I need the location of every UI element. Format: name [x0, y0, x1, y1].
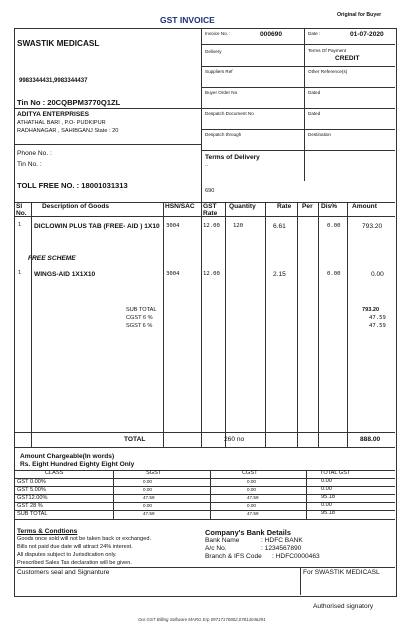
terms-line-3: All disputes subject to Jurisdication only.	[17, 552, 117, 558]
destination-label: Destination	[308, 132, 331, 137]
tax-row2-cgst: 0.00	[247, 487, 256, 492]
col-discount: Dis%	[321, 203, 338, 210]
total-qty: 260 no	[224, 436, 245, 443]
col-quantity: Quantity	[229, 203, 256, 210]
seller-tin: Tin No : 20CQBPM3770Q1ZL	[17, 98, 121, 107]
buyer-address-1: ATHATHAL BARI , P.O- PUDKIPUR	[17, 120, 106, 126]
reference-no: 690	[205, 188, 215, 194]
col-per: Per	[302, 203, 313, 210]
tax-row5-class: SUB TOTAL	[17, 511, 48, 517]
tax-row2-class: GST 5.00%	[17, 487, 46, 493]
tax-row5-total: 95.18	[321, 510, 335, 516]
bank-name-label: Bank Name	[205, 537, 240, 544]
row2-rate: 2.15	[273, 271, 286, 278]
invoice-title: GST INVOICE	[160, 15, 215, 25]
subtotal-label: SUB TOTAL	[126, 307, 157, 313]
tax-row3-sgst: 47.59	[143, 495, 155, 500]
tax-row3-total: 95.18	[321, 494, 335, 500]
tax-col-cgst: CGST	[242, 470, 258, 476]
row2-amount: 0.00	[371, 271, 384, 278]
row2-gst: 12.00	[203, 271, 220, 277]
for-company: For SWASTIK MEDICASL	[303, 569, 380, 576]
col-sl-no: No.	[16, 210, 27, 217]
row1-description: DICLOWIN PLUS TAB (FREE- AID ) 1X10	[34, 223, 160, 230]
toll-free: TOLL FREE NO. : 18001031313	[17, 181, 128, 190]
bank-title: Company's Bank Details	[205, 528, 291, 537]
row1-amount: 793.20	[362, 223, 383, 230]
row1-discount: 0.00	[327, 223, 341, 229]
tax-col-sgst: SGST	[146, 470, 162, 476]
tax-row3-cgst: 47.59	[247, 495, 259, 500]
row1-rate: 6.61	[273, 223, 286, 230]
free-scheme-label: FREE SCHEME	[28, 255, 76, 262]
amount-words-label: Amount Chargeable(In words)	[20, 453, 115, 460]
col-sl: Sl	[16, 203, 23, 210]
subtotal-value: 793.20	[362, 307, 380, 313]
buyer-phone-label: Phone No. :	[17, 150, 52, 157]
tax-row1-cgst: 0.00	[247, 479, 256, 484]
tax-row3-class: GST12.00%	[17, 495, 48, 501]
copy-label: Original for Buyer	[337, 12, 382, 18]
buyer-order-label: Buyer Order No	[205, 90, 238, 95]
seller-phones: 9983344431,9983344437	[19, 78, 88, 84]
buyer-tin-label: Tin No. :	[17, 161, 42, 168]
customer-seal: Customers seal and Signanture	[17, 569, 110, 576]
row1-hsn: 3004	[166, 223, 180, 229]
col-gst-rate: Rate	[203, 210, 218, 217]
buyer-address-2: RADHANAGAR , SAHIBGANJ State : 20	[17, 128, 119, 134]
row1-qty: 120	[233, 223, 244, 229]
tax-table	[14, 470, 395, 521]
buyer-name: ADITYA ENTERPRISES	[17, 111, 90, 118]
row2-description: WINGS-AID 1X1X10	[34, 271, 96, 278]
row1-gst: 12.00	[203, 223, 220, 229]
tax-col-total: TOTAL GST	[320, 470, 351, 476]
tax-row4-sgst: 0.00	[143, 503, 152, 508]
terms-payment-label: Terms Of Payment	[308, 48, 347, 53]
sgst-value: 47.59	[369, 323, 386, 329]
tax-row5-cgst: 47.59	[247, 511, 259, 516]
tax-row1-total: 0.00	[321, 478, 332, 484]
date-label: Date :	[308, 31, 321, 36]
bank-ac: : 1234567890	[261, 545, 302, 552]
row2-hsn: 3004	[166, 271, 180, 277]
terms-line-1: Goods once sold will not be taken back or exchanged.	[17, 536, 152, 542]
terms-line-4: Prescribed Sales Tax declaration will be given.	[17, 560, 132, 566]
seller-name: SWASTIK MEDICASL	[17, 39, 100, 48]
col-gst: GST	[203, 203, 217, 210]
row1-sl: 1	[18, 222, 22, 228]
tax-row4-cgst: 0.00	[247, 503, 256, 508]
tax-row1-sgst: 0.00	[143, 479, 152, 484]
bank-ifs: : HDFC0000463	[272, 553, 320, 560]
invoice-date: 01-07-2020	[350, 31, 384, 38]
terms-delivery-value: ..	[205, 162, 209, 168]
terms-line-2: Bills not paid due date will attract 24% interest.	[17, 544, 133, 550]
suppliers-ref-label: Suppliers Ref	[205, 69, 233, 74]
bank-ifs-label: Branch & IFS Code	[205, 553, 262, 560]
invoice-no-label: Invoice No. :	[205, 31, 231, 36]
terms-title: Terms & Condtions	[17, 528, 78, 535]
despatch-through-label: Despatch through	[205, 132, 242, 137]
col-amount: Amount	[352, 203, 377, 210]
cgst-value: 47.59	[369, 315, 386, 321]
sgst-label: SGST 6 %	[126, 323, 153, 329]
row2-discount: 0.00	[327, 271, 341, 277]
bank-name: : HDFC BANK	[261, 537, 303, 544]
total-amount: 888.00	[360, 436, 381, 443]
row2-sl: 1	[18, 270, 22, 276]
invoice-no: 000690	[260, 31, 283, 38]
software-footer: Our GST Billing Software MARG Erp 09717170802,07814046291	[138, 617, 266, 622]
terms-payment-value: CREDIT	[335, 55, 360, 62]
col-rate: Rate	[277, 203, 292, 210]
tax-row4-total: 0.00	[321, 502, 332, 508]
tax-row4-class: GST 28 %	[17, 503, 43, 509]
total-label: TOTAL	[124, 436, 146, 443]
authorised-signatory: Authorised signatory	[313, 603, 374, 610]
tax-row1-class: GST 0.00%	[17, 479, 46, 485]
tax-row2-sgst: 0.00	[143, 487, 152, 492]
col-hsn: HSN/SAC	[165, 203, 195, 210]
bank-ac-label: A/c No.	[205, 545, 227, 552]
dated-label-2: Dated	[308, 111, 321, 116]
despatch-doc-label: Despatch Document No	[205, 111, 254, 116]
col-description: Description of Goods	[42, 203, 110, 210]
tax-col-class: CLASS	[45, 470, 64, 476]
tax-row5-sgst: 47.59	[143, 511, 155, 516]
tax-row2-total: 0.00	[321, 486, 332, 492]
other-ref-label: Other Reference(s)	[308, 69, 348, 74]
cgst-label: CGST 6 %	[126, 315, 153, 321]
terms-delivery-label: Terms of Delivery	[205, 154, 260, 161]
amount-words-value: Rs. Eight Hundred Eighty Eight Only	[20, 461, 135, 468]
delivery-label: Delivery	[205, 49, 222, 54]
dated-label-1: Dated	[308, 90, 321, 95]
